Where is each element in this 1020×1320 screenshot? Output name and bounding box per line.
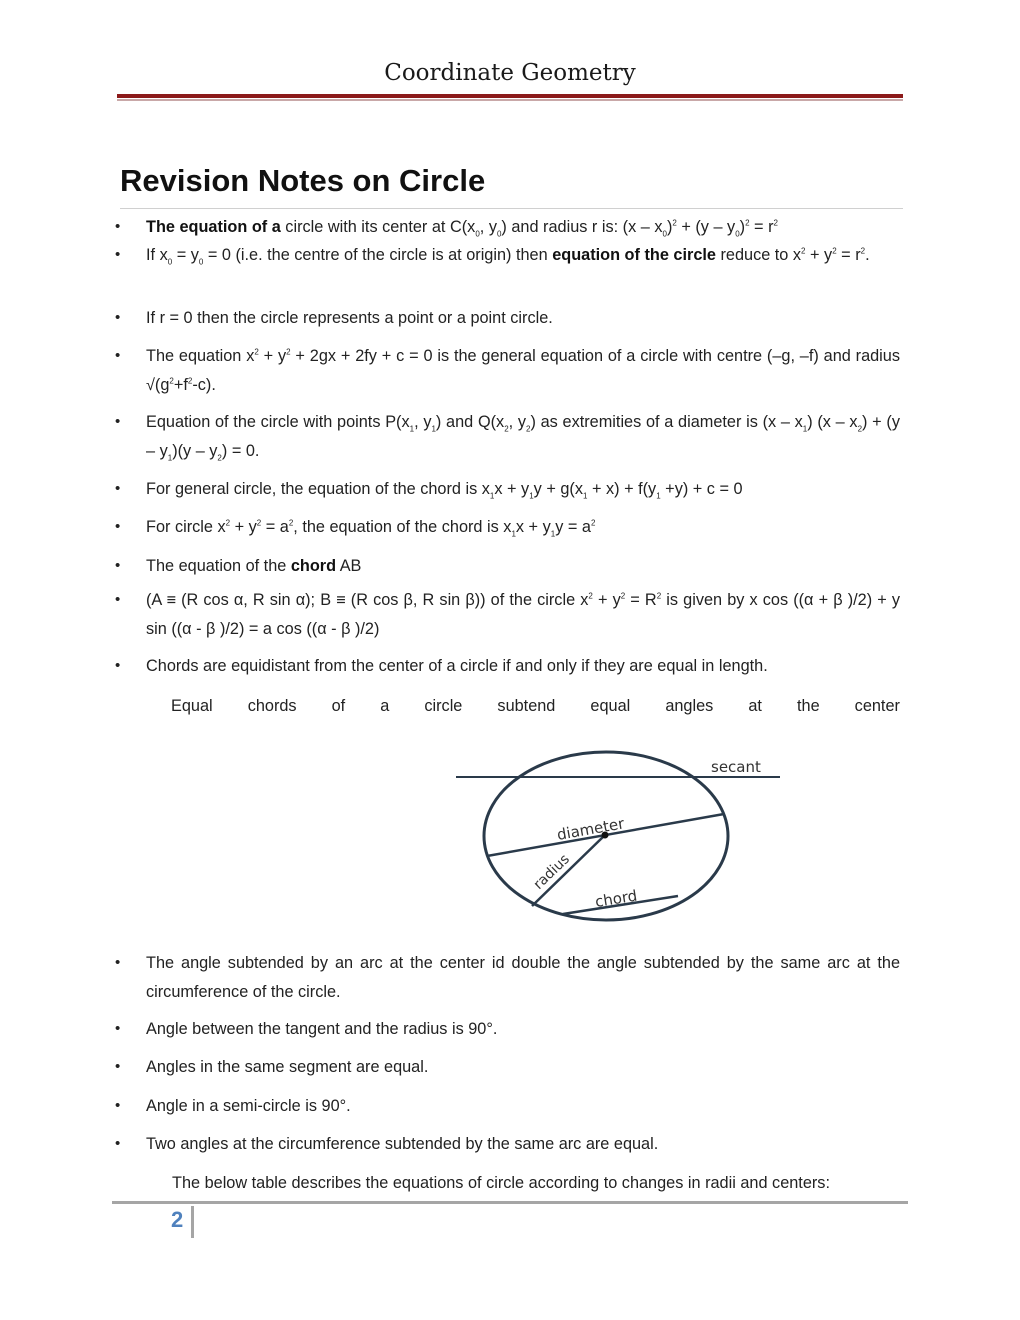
bullet-dot: • xyxy=(115,218,121,235)
page-header-title: Coordinate Geometry xyxy=(384,60,636,86)
list-item: • Angle in a semi-circle is 90°. xyxy=(146,1092,900,1121)
radius-label: radius xyxy=(530,851,573,893)
bullet-dot: • xyxy=(115,591,121,608)
list-item: • The equation $x^2 + y^2 + 2gx + 2fy + c = 0$ is the general equation of a circle with centre (–g, –f) and radius $√(g^2+f^2-c)$. xyxy=(146,342,900,399)
bullet-dot: • xyxy=(115,413,121,430)
bold-text: equation of the circle xyxy=(552,246,716,264)
list-item: • For general circle, the equation of the chord is $x_1x + y_1y + g(x_1 + x) + f(y_1 +y) + c = 0$ xyxy=(146,475,900,504)
list-item: • For circle $x^2 + y^2 = a^2$, the equation of the chord is $x_1x + y_1y = a^2$ xyxy=(146,513,900,542)
list-item: • (A ≡ (R cos α, R sin α); B ≡ (R cos β, R sin β)) of the circle $x^2 + y^2 = R^2$ is given by x cos ((α + β )/2) + y sin ((α - β )/2) = a cos ((α - β )/2) xyxy=(146,586,900,643)
chord-label: chord xyxy=(593,886,639,911)
bold-text: chord xyxy=(290,557,337,575)
list-item: • If r = 0 then the circle represents a point or a point circle. xyxy=(146,304,900,333)
list-item: • Angles in the same segment are equal. xyxy=(146,1053,900,1082)
bullet-dot: • xyxy=(115,557,121,574)
bullet-dot: • xyxy=(115,309,121,326)
list-item: • Two angles at the circumference subtended by the same arc are equal. xyxy=(146,1130,900,1159)
bullet-dot: • xyxy=(115,1135,121,1152)
bullet-dot: • xyxy=(115,480,121,497)
list-item: • Angle between the tangent and the radius is 90°. xyxy=(146,1015,900,1044)
circle-diagram xyxy=(450,740,790,930)
bullet-dot: • xyxy=(115,1020,121,1037)
header-rule xyxy=(117,94,903,98)
bullet-dot: • xyxy=(115,657,121,674)
list-item: • The equation of the chord AB xyxy=(146,552,900,581)
diameter-label: diameter xyxy=(555,814,626,844)
bold-text: The equation of a xyxy=(146,218,281,236)
title-underline xyxy=(120,208,903,209)
page-number: 2 xyxy=(171,1207,184,1232)
bullet-dot: • xyxy=(115,954,121,971)
bullet-dot: • xyxy=(115,1097,121,1114)
document-title: Revision Notes on Circle xyxy=(120,163,486,198)
list-item: • The angle subtended by an arc at the center id double the angle subtended by the same arc at the circumference of the circle. xyxy=(146,949,900,1006)
header-rule-secondary xyxy=(117,99,903,101)
list-item: • The equation of a circle with its center at $C(x_0$, $y_0$) and radius r is: $(x - x_0)^2 + (y - y_0)^2 = r^2$ xyxy=(146,213,900,242)
list-item: • Chords are equidistant from the center of a circle if and only if they are equal in length. xyxy=(146,652,900,681)
bullet-dot: • xyxy=(115,347,121,364)
bullet-dot: • xyxy=(115,1058,121,1075)
footer-rule xyxy=(112,1201,908,1204)
bullet-dot: • xyxy=(115,518,121,535)
secant-label: secant xyxy=(711,758,761,776)
list-item: • Equation of the circle with points $P(x_1$, $y_1$) and $Q(x_2$, $y_2$) as extremities of a diameter is $(x - x_1)$ $(x - x_2) + (y - y_1)(y - y_2) = 0$. xyxy=(146,408,900,465)
table-intro-paragraph: The below table describes the equations of circle according to changes in radii and centers: xyxy=(172,1174,830,1192)
list-item: • If $x_0 = y_0 = 0$ (i.e. the centre of the circle is at origin) then equation of the circle reduce to $x^2 + y^2 = r^2$. xyxy=(146,241,900,270)
page-number-divider xyxy=(191,1206,194,1238)
bullet-dot: • xyxy=(115,246,121,263)
equal-chords-line: Equal chords of a circle subtend equal angles at the center xyxy=(171,697,900,715)
